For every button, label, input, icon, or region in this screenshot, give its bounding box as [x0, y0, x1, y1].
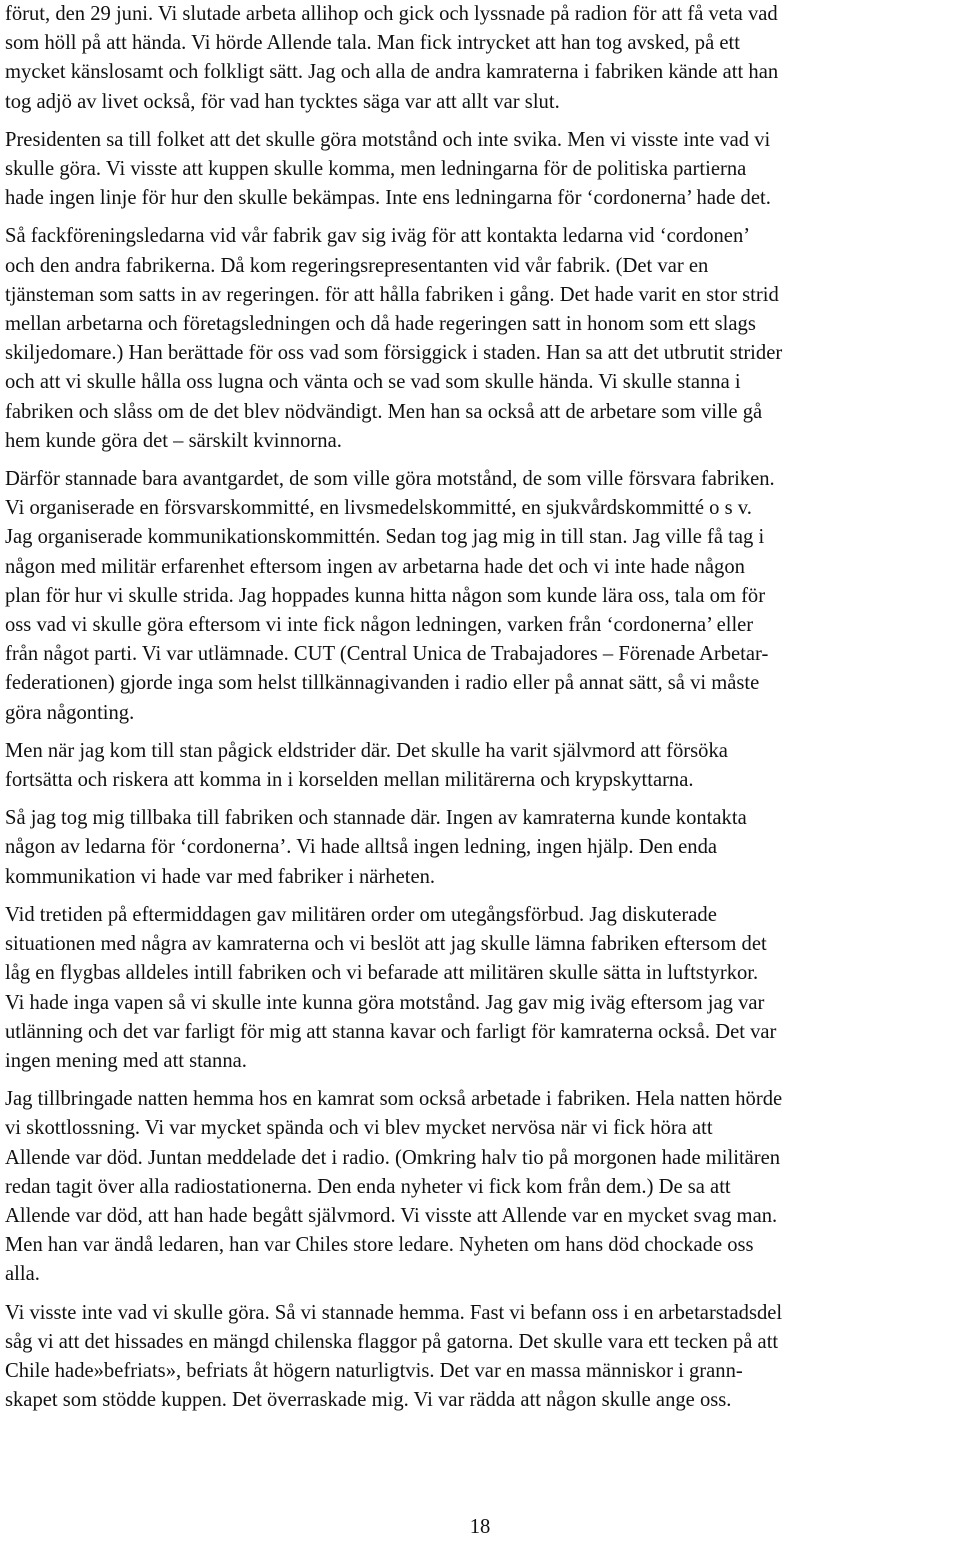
- text-line: hade ingen linje för hur den skulle bekämpas. Inte ens ledningarna för ‘cordonerna’ hade det.: [5, 187, 771, 210]
- text-line: Men han var ändå ledaren, han var Chiles store ledare. Nyheten om hans död chockade oss: [5, 1234, 754, 1257]
- text-line: Men när jag kom till stan pågick eldstrider där. Det skulle ha varit självmord att försöka: [5, 739, 728, 762]
- text-line: Vid tretiden på eftermiddagen gav militären order om utegångsförbud. Jag diskuterade: [5, 903, 717, 926]
- text-line: redan tagit över alla radiostationerna. Den enda nyheter vi fick kom från dem.) De sa att: [5, 1175, 731, 1198]
- text-line: fortsätta och riskera att komma in i korselden mellan militärerna och krypskyttarna.: [5, 769, 694, 792]
- text-line: Så jag tog mig tillbaka till fabriken och stannade där. Ingen av kamraterna kunde kontakta: [5, 807, 747, 830]
- text-line: Chile hade»befriats», befriats åt högern naturligtvis. Det var en massa människor i grann-: [5, 1359, 743, 1382]
- text-line: Allende var död. Juntan meddelade det i radio. (Omkring halv tio på morgonen hade militären: [5, 1146, 781, 1169]
- text-line: mycket känslosamt och folkligt sätt. Jag och alla de andra kamraterna i fabriken kände att han: [5, 61, 779, 84]
- text-line: tog adjö av livet också, för vad han tycktes säga var att allt var slut.: [5, 90, 560, 113]
- paragraph: [5, 1085, 957, 1289]
- paragraph: [5, 804, 957, 892]
- paragraph: [5, 126, 957, 214]
- text-line: Vi visste inte vad vi skulle göra. Så vi stannade hemma. Fast vi befann oss i en arbetarstadsdel: [5, 1301, 783, 1324]
- text-line: Därför stannade bara avantgardet, de som ville göra motstånd, de som ville försvara fabriken.: [5, 468, 775, 491]
- text-line: från något parti. Vi var utlämnade. CUT (Central Unica de Trabajadores – Förenade Arbetar-: [5, 643, 769, 666]
- text-line: utlänning och det var farligt för mig att stanna kavar och farligt för kamraterna också. Det var: [5, 1020, 777, 1043]
- text-line: låg en flygbas alldeles intill fabriken och vi befarade att militären skulle sätta in luftstyrkor.: [5, 962, 759, 985]
- text-line: göra någonting.: [5, 701, 135, 724]
- paragraph: [5, 1299, 957, 1416]
- text-line: förut, den 29 juni. Vi slutade arbeta allihop och gick och lyssnade på radion för att få veta vad: [5, 3, 778, 25]
- document-body: [5, 0, 957, 1424]
- text-line: situationen med några av kamraterna och vi beslöt att jag skulle lämna fabriken eftersom det: [5, 933, 767, 956]
- text-line: federationen) gjorde inga som helst tillkännagivanden i radio eller på annat sätt, så vi måste: [5, 672, 760, 695]
- paragraph: [5, 901, 957, 1076]
- paragraph: [5, 465, 957, 728]
- text-line: och att vi skulle hålla oss lugna och vänta och se vad som skulle hända. Vi skulle stanna i: [5, 371, 741, 394]
- text-line: oss vad vi skulle göra eftersom vi inte fick någon ledningen, varken från ‘cordonerna’ eller: [5, 614, 754, 637]
- text-line: såg vi att det hissades en mängd chilenska flaggor på gatorna. Det skulle vara ett tecken på att: [5, 1330, 779, 1353]
- text-line: fabriken och slåss om de det blev nödvändigt. Men han sa också att de arbetare som ville gå: [5, 400, 763, 423]
- text-line: ingen mening med att stanna.: [5, 1049, 247, 1072]
- text-line: mellan arbetarna och företagsledningen och då hade regeringen satt in honom som ett slags: [5, 313, 756, 336]
- text-line: som höll på att hända. Vi hörde Allende tala. Man fick intrycket att han tog avsked, på ett: [5, 32, 740, 55]
- text-line: Jag organiserade kommunikationskommittén. Sedan tog jag mig in till stan. Jag ville få tag i: [5, 526, 765, 549]
- text-line: Vi organiserade en försvarskommitté, en livsmedelskommitté, en sjukvårdskommitté o s v.: [5, 497, 752, 520]
- text-line: Så fackföreningsledarna vid vår fabrik gav sig iväg för att kontakta ledarna vid ‘cordonen’: [5, 225, 751, 248]
- text-line: Jag tillbringade natten hemma hos en kamrat som också arbetade i fabriken. Hela natten hörde: [5, 1088, 783, 1111]
- text-line: Vi hade inga vapen så vi skulle inte kunna göra motstånd. Jag gav mig iväg eftersom jag var: [5, 991, 765, 1014]
- text-line: skiljedomare.) Han berättade för oss vad som försiggick i staden. Han sa att det utbrutit strider: [5, 342, 783, 365]
- paragraph: [5, 222, 957, 456]
- text-line: och den andra fabrikerna. Då kom regeringsrepresentanten vid vår fabrik. (Det var en: [5, 254, 709, 277]
- text-line: skapet som stödde kuppen. Det överraskade mig. Vi var rädda att någon skulle ange oss.: [5, 1389, 732, 1412]
- page-number: 18: [469, 1516, 491, 1538]
- text-line: tjänsteman som satts in av regeringen. för att hålla fabriken i gång. Det hade varit en stor strid: [5, 283, 779, 306]
- text-line: alla.: [5, 1263, 40, 1286]
- text-line: kommunikation vi hade var med fabriker i närheten.: [5, 865, 436, 888]
- text-line: plan för hur vi skulle strida. Jag hoppades kunna hitta någon som kunde lära oss, tala om för: [5, 584, 766, 607]
- text-line: någon av ledarna för ‘cordonerna’. Vi hade alltså ingen ledning, ingen hjälp. Den enda: [5, 836, 718, 859]
- text-line: någon med militär erfarenhet eftersom ingen av arbetarna hade det och vi inte hade någon: [5, 555, 745, 578]
- paragraph: [5, 0, 957, 117]
- text-line: vi skottlossning. Vi var mycket spända och vi blev mycket nervösa när vi fick höra att: [5, 1117, 713, 1140]
- text-line: Allende var död, att han hade begått självmord. Vi visste att Allende var en mycket svag man.: [5, 1204, 778, 1227]
- paragraph: [5, 737, 957, 795]
- text-line: Presidenten sa till folket att det skulle göra motstånd och inte svika. Men vi visste inte vad vi: [5, 128, 771, 151]
- text-line: hem kunde göra det – särskilt kvinnorna.: [5, 429, 342, 452]
- text-line: skulle göra. Vi visste att kuppen skulle komma, men ledningarna för de politiska partierna: [5, 158, 747, 181]
